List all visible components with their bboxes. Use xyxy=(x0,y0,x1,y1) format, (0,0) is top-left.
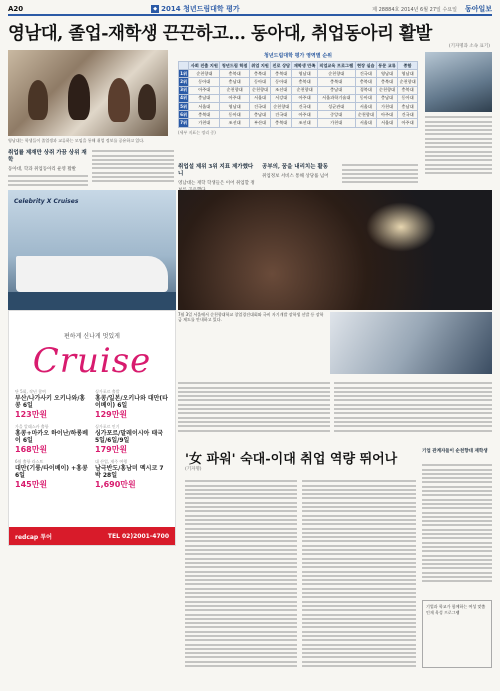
cruise-ship-ad xyxy=(8,190,176,310)
package-price: 145만원 xyxy=(15,480,48,489)
ad-package[interactable] xyxy=(15,389,89,420)
table-cell: 순천향대 xyxy=(271,102,292,110)
table-cell: 조선대 xyxy=(220,119,250,127)
rank-cell: 2위 xyxy=(179,78,189,86)
left-subnote: 동아대, 학과 취업동아리 운영 활발 xyxy=(8,167,77,172)
col-1-text xyxy=(8,148,88,188)
table-cell: 아주대 xyxy=(292,94,317,102)
col-5-text xyxy=(342,162,418,188)
ad-brand: redcap 투어 xyxy=(15,533,52,541)
crowd-photo xyxy=(178,190,492,310)
table-cell: 가천대 xyxy=(317,119,355,127)
col-3-text xyxy=(178,162,258,188)
ad-packages xyxy=(15,389,169,490)
package-tag: 싱가포르 인기 xyxy=(95,424,120,429)
table-cell: 충북대 xyxy=(271,70,292,78)
package-tag: 단 5회, 작년 참여 xyxy=(15,389,46,394)
table-cell: 동아대 xyxy=(271,78,292,86)
table-header-cell: 사회 진출 지원 xyxy=(189,62,220,70)
table-header-cell: 종합 xyxy=(398,62,418,70)
package-price: 168만원 xyxy=(15,445,48,454)
lead-photo xyxy=(8,50,168,136)
rank-cell: 7위 xyxy=(179,119,189,127)
subhead-3: 공부의, 꿈을 내리치는 활동 xyxy=(262,164,329,170)
table-cell: 영남대 xyxy=(398,70,418,78)
package-route: 대만(기륭/타이베이) +홍콩 6일 xyxy=(15,465,88,479)
table-cell: 아주대 xyxy=(220,94,250,102)
section-icon: ◆ xyxy=(151,5,159,13)
package-price: 123만원 xyxy=(15,410,48,419)
table-cell: 부산대 xyxy=(249,119,270,127)
package-price: 179만원 xyxy=(95,445,128,454)
table-cell: 아주대 xyxy=(189,86,220,94)
sec-col-1 xyxy=(185,478,297,683)
package-price: 1,690만원 xyxy=(95,480,136,489)
table-cell: 충북대 xyxy=(271,119,292,127)
table-cell: 충남대 xyxy=(220,78,250,86)
rank-cell: 1위 xyxy=(179,70,189,78)
paper-name: 동아일보 xyxy=(464,5,492,13)
table-cell: 동아대 xyxy=(398,94,418,102)
section-label: ◆ 2014 청년드림대학 평가 xyxy=(151,4,239,14)
subhead-4: 취업정보 서비스 통해 상당률 넘어 xyxy=(262,174,329,179)
table-cell: 순천향대 xyxy=(249,86,270,94)
cruise-ad[interactable] xyxy=(8,310,176,546)
table-cell: 동아대 xyxy=(189,78,220,86)
package-tag: 대 산업, 제주 여행 xyxy=(95,459,128,464)
info-box: 기업과 학교가 함께하는 여성 맞춤 인재 육성 프로그램 xyxy=(422,600,492,668)
table-cell: 영남대 xyxy=(292,70,317,78)
table-cell: 순천향대 xyxy=(355,111,376,119)
table-cell: 서울대 xyxy=(249,94,270,102)
table-header-cell: 진로 상담 xyxy=(271,62,292,70)
ad-footer xyxy=(9,527,175,545)
table-row xyxy=(179,111,418,119)
table-header-cell: 동문 교류 xyxy=(376,62,397,70)
ship-shape xyxy=(16,256,168,292)
rank-cell: 3위 xyxy=(179,86,189,94)
masthead xyxy=(8,4,492,16)
table-row xyxy=(179,102,418,110)
ad-package[interactable] xyxy=(95,424,169,455)
table-row xyxy=(179,78,418,86)
package-tag: 싱가포르 출발 xyxy=(95,389,120,394)
table-cell: 충북대 xyxy=(220,70,250,78)
mid-text xyxy=(178,380,330,444)
ranking-table xyxy=(178,52,418,160)
table-cell: 충북대 xyxy=(398,86,418,94)
left-subhead: 취업률 제재만 상쥐 가끔 상위 재학 xyxy=(8,150,87,163)
package-route: 남극반도/홍남미 멕시코 7박 28일 xyxy=(95,465,164,479)
table-cell: 서강대 xyxy=(271,94,292,102)
ship-brand: Celebrity X Cruises xyxy=(14,198,79,205)
table-header-row xyxy=(179,62,418,70)
right-photo xyxy=(425,52,492,112)
table-body xyxy=(179,70,418,127)
crowd-caption: 7월 3일 서울에서 순천향대학교 창업경진대회와 국비 자기개발 장학생 선발 등 장학금 제도를 안내하고 있다. xyxy=(178,312,324,322)
col-4-text xyxy=(262,162,338,188)
table-cell: 충남대 xyxy=(249,111,270,119)
sec-col-2 xyxy=(302,478,416,683)
rank-cell: 5위 xyxy=(179,102,189,110)
side-title: 기업 관계자들이 순천향대 재학생 xyxy=(422,449,488,454)
table-cell: 서울대 xyxy=(355,119,376,127)
table-cell: 충북대 xyxy=(249,70,270,78)
table-cell: 가천대 xyxy=(189,119,220,127)
table-cell: 충남대 xyxy=(317,86,355,94)
table-row xyxy=(179,70,418,78)
package-route: 홍콩/일본/오키나와 대만(타이베이) 6일 xyxy=(95,395,168,409)
package-price: 129만원 xyxy=(95,410,128,419)
col-2-text xyxy=(92,148,174,188)
table-header-cell: 재학생 만족 xyxy=(292,62,317,70)
table-cell: 아주대 xyxy=(398,119,418,127)
table-cell: 영남대 xyxy=(376,70,397,78)
table-header-cell: 직업교육 프로그램 xyxy=(317,62,355,70)
table-cell: 서울대 xyxy=(189,102,220,110)
table-cell: 조선대 xyxy=(292,119,317,127)
table-cell: 서울과학기술대 xyxy=(317,94,355,102)
table-cell: 가천대 xyxy=(376,102,397,110)
ad-package[interactable] xyxy=(95,389,169,420)
event-photo xyxy=(330,312,492,374)
package-route: 부산/나가사키 오키나와/홍콩 6일 xyxy=(15,395,86,409)
table-cell: 충북대 xyxy=(292,78,317,86)
table-cell: 충남대 xyxy=(376,94,397,102)
headline-byline: (기자명과 소속 표기) xyxy=(448,44,490,49)
package-route: 싱가포르/말레이시아 태국 5일/6일/9일 xyxy=(95,430,164,444)
table-header-cell: 현장 실습 xyxy=(355,62,376,70)
table-cell: 충북대 xyxy=(189,111,220,119)
table-cell: 건국대 xyxy=(292,102,317,110)
table-header-cell xyxy=(179,62,189,70)
ad-package[interactable] xyxy=(15,459,89,490)
table-cell: 순천향대 xyxy=(376,86,397,94)
rank-cell: 4위 xyxy=(179,94,189,102)
table-cell: 동아대 xyxy=(249,78,270,86)
table-cell: 조선대 xyxy=(271,86,292,94)
ad-phone: TEL 02)2001-4700 xyxy=(107,532,169,540)
table-cell: 중앙대 xyxy=(317,111,355,119)
table-cell: 건국대 xyxy=(398,111,418,119)
table-cell: 아주대 xyxy=(376,111,397,119)
table-cell: 순천향대 xyxy=(220,86,250,94)
table-row xyxy=(179,86,418,94)
side-text xyxy=(422,462,492,596)
table-header-cell: 청년드림 학점 xyxy=(220,62,250,70)
table-row xyxy=(179,119,418,127)
table-cell: 충북대 xyxy=(376,78,397,86)
table-cell: 충북대 xyxy=(317,78,355,86)
table-cell: 순천향대 xyxy=(317,70,355,78)
ad-package[interactable] xyxy=(95,459,169,490)
table-row xyxy=(179,94,418,102)
ad-title: Cruise xyxy=(32,341,152,381)
lead-photo-caption: 영남대는 학생들이 졸업생과 교류하는 모임을 통해 취업 정보를 공유하고 있다. xyxy=(8,138,145,143)
table-cell: 건국대 xyxy=(271,111,292,119)
secondary-byline: (기자명) xyxy=(185,467,202,472)
table-cell: 아주대 xyxy=(292,111,317,119)
table-header-cell: 취업 지원 xyxy=(249,62,270,70)
table-cell: 순천향대 xyxy=(398,78,418,86)
table-cell: 영남대 xyxy=(220,102,250,110)
ranking-table-title: 청년드림대학 평가 영역별 순위 xyxy=(263,53,332,59)
table-cell: 건국대 xyxy=(249,102,270,110)
table-cell: 충남대 xyxy=(189,94,220,102)
table-cell: 서울대 xyxy=(376,119,397,127)
table-cell: 건국대 xyxy=(355,70,376,78)
issue-meta: 제 28884호 2014년 6월 27일 수요일 xyxy=(372,6,457,13)
subhead-1: 취업설 제위 3위 지표 제가했다니 xyxy=(178,164,254,177)
table-cell: 서울대 xyxy=(355,102,376,110)
col-6-text xyxy=(425,114,492,188)
package-tag: 가을 알래스카 출항 xyxy=(15,424,49,429)
package-route: 홍콩+마카오 하이난/하롱베이 6일 xyxy=(15,430,89,444)
subhead-2: 영남대는 재학 학생들은 이어 취업할 정 xyxy=(178,181,255,186)
table-cell: 동아대 xyxy=(355,94,376,102)
rank-cell: 6위 xyxy=(179,111,189,119)
ad-package[interactable] xyxy=(15,424,89,455)
table-cell: 순천향대 xyxy=(189,70,220,78)
secondary-headline: '女 파워' 숙대-이대 취업 역량 뛰어나 xyxy=(185,452,398,467)
table-cell: 동아대 xyxy=(220,111,250,119)
table-note: (세부 지표는 정리 중) xyxy=(178,129,216,135)
table-cell: 성균관대 xyxy=(317,102,355,110)
table-cell: 충남대 xyxy=(398,102,418,110)
page-headline: 영남대, 졸업-재학생 끈끈하고… 동아대, 취업동아리 활발 xyxy=(8,24,432,44)
table-cell: 충북대 xyxy=(355,78,376,86)
ad-tagline: 편하게 신나게 멋있게 xyxy=(64,333,120,340)
mid-text-2 xyxy=(334,380,492,444)
table-cell: 순천향대 xyxy=(292,86,317,94)
table-cell: 경북대 xyxy=(355,86,376,94)
page-number: A20 xyxy=(8,5,24,13)
package-tag: 6월 출항 라스트 xyxy=(15,459,44,464)
